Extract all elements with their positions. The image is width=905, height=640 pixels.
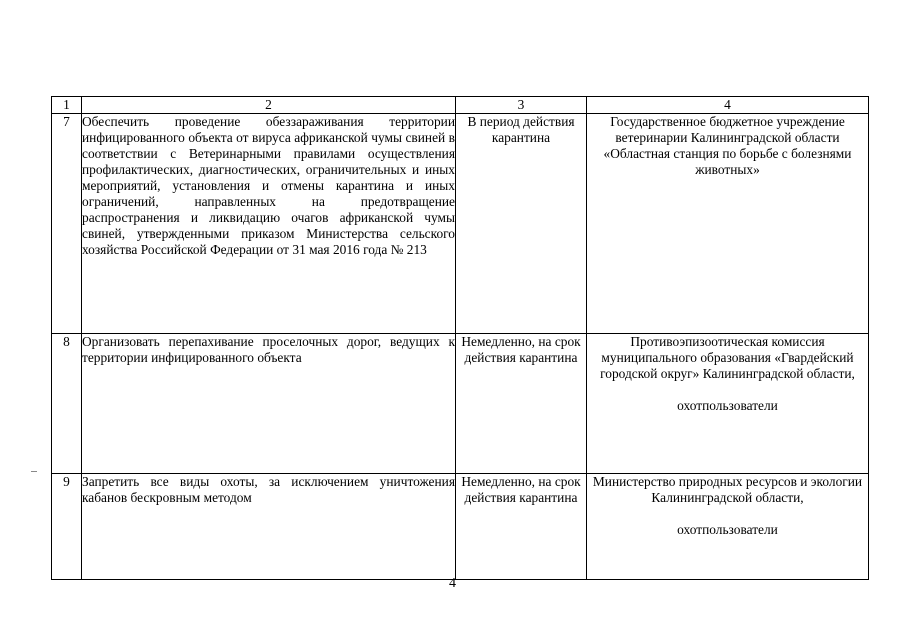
- row-number: 9: [52, 474, 82, 580]
- spacer: [587, 506, 868, 522]
- responsible-cell: [587, 474, 869, 580]
- term-text: Немедленно, на срок действия карантина: [456, 474, 587, 580]
- row-number: 8: [52, 334, 82, 474]
- table-row: [52, 474, 869, 580]
- table-header-row: [52, 97, 869, 114]
- responsible-party: охотпользователи: [677, 522, 778, 537]
- responsible-cell: [587, 114, 869, 334]
- responsible-cell: [587, 334, 869, 474]
- responsible-party: охотпользователи: [677, 398, 778, 413]
- responsible-party: Государственное бюджетное учреждение ветеринарии Калининградской области «Областная станция по борьбе с болезнями животных»: [603, 114, 852, 177]
- column-header-term: 3: [456, 97, 587, 114]
- table-row: [52, 334, 869, 474]
- page-number: 4: [449, 576, 456, 591]
- measures-table: [51, 96, 869, 580]
- spacer: [587, 382, 868, 398]
- measure-text: Обеспечить проведение обеззараживания территории инфицированного объекта от вируса африканской чумы свиней в соответствии с Ветеринарными правилами осуществления профилактических, диагностических, ограничительных и иных мероприятий, установления и отмены карантина и иных ограничений, направленных на предотвращение распространения и ликвидацию очагов африканской чумы свиней, утвержденными приказом Министерства сельского хозяйства Российской Федерации от 31 мая 2016 года № 213: [82, 114, 456, 334]
- term-text: Немедленно, на срок действия карантина: [456, 334, 587, 474]
- row-number: 7: [52, 114, 82, 334]
- table-row: [52, 114, 869, 334]
- measure-text: Запретить все виды охоты, за исключением уничтожения кабанов бескровным методом: [82, 474, 456, 580]
- column-header-responsible: 4: [587, 97, 869, 114]
- term-text: В период действия карантина: [456, 114, 587, 334]
- measure-text: Организовать перепахивание проселочных дорог, ведущих к территории инфицированного объекта: [82, 334, 456, 474]
- margin-mark: [31, 471, 37, 472]
- column-header-number: 1: [52, 97, 82, 114]
- responsible-party: Противоэпизоотическая комиссия муниципального образования «Гвардейский городской округ» Калининградской области,: [600, 334, 855, 381]
- responsible-party: Министерство природных ресурсов и экологии Калининградской области,: [592, 474, 863, 505]
- column-header-measure: 2: [82, 97, 456, 114]
